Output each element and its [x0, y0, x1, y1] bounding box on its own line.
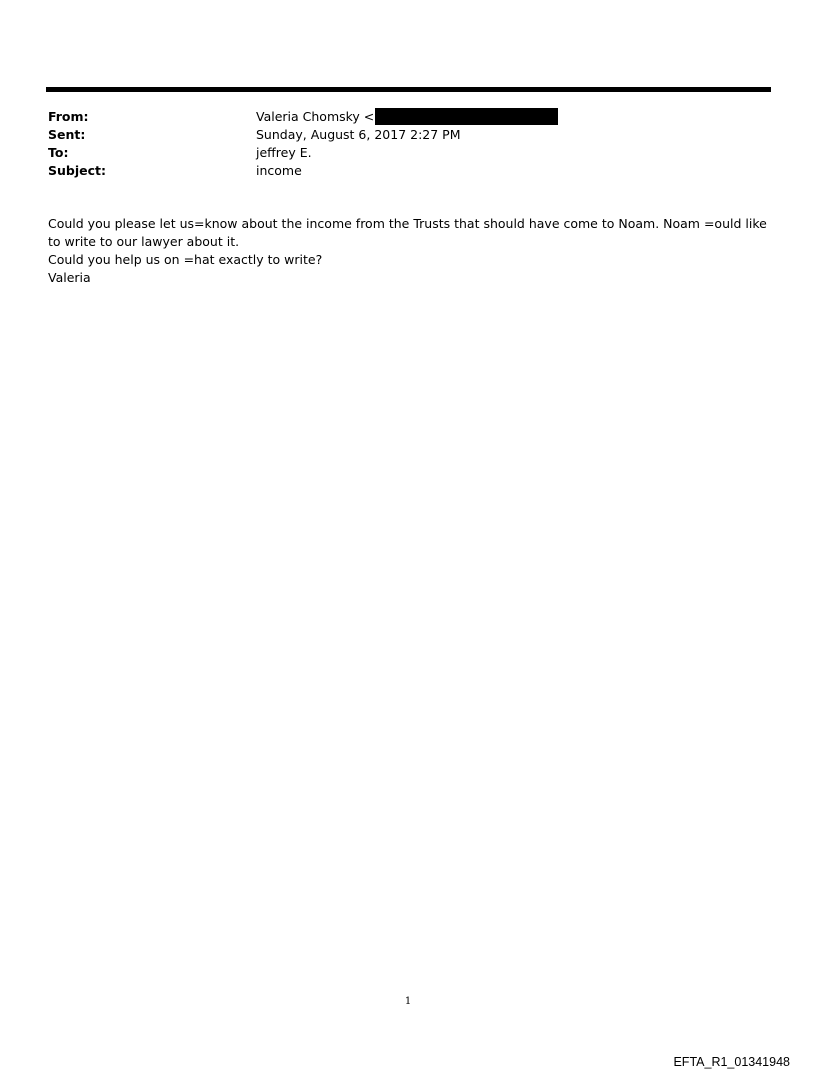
email-body: [48, 215, 768, 287]
from-label: From:: [48, 109, 89, 124]
signature: Valeria: [48, 270, 91, 285]
header-row-to: [48, 144, 768, 162]
to-label: To:: [48, 145, 69, 160]
header-row-subject: [48, 162, 768, 180]
subject-value: income: [256, 163, 302, 178]
email-headers: [48, 108, 768, 180]
page-number: 1: [404, 996, 412, 1007]
body-paragraph: Could you help us on =hat exactly to write?: [48, 252, 323, 267]
redaction-block: [375, 108, 558, 125]
body-paragraph: Could you please let us=know about the income from the Trusts that should have come to Noam. Noam =ould like to write to our lawyer about it.: [48, 216, 767, 249]
header-rule: [46, 87, 771, 92]
sent-value: Sunday, August 6, 2017 2:27 PM: [256, 127, 461, 142]
header-row-from: [48, 108, 768, 126]
subject-label: Subject:: [48, 163, 106, 178]
document-id: EFTA_R1_01341948: [673, 1055, 790, 1069]
sent-label: Sent:: [48, 127, 86, 142]
header-row-sent: [48, 126, 768, 144]
to-value: jeffrey E.: [256, 145, 312, 160]
from-value: [256, 108, 558, 126]
sender-name: Valeria Chomsky <: [256, 109, 375, 124]
